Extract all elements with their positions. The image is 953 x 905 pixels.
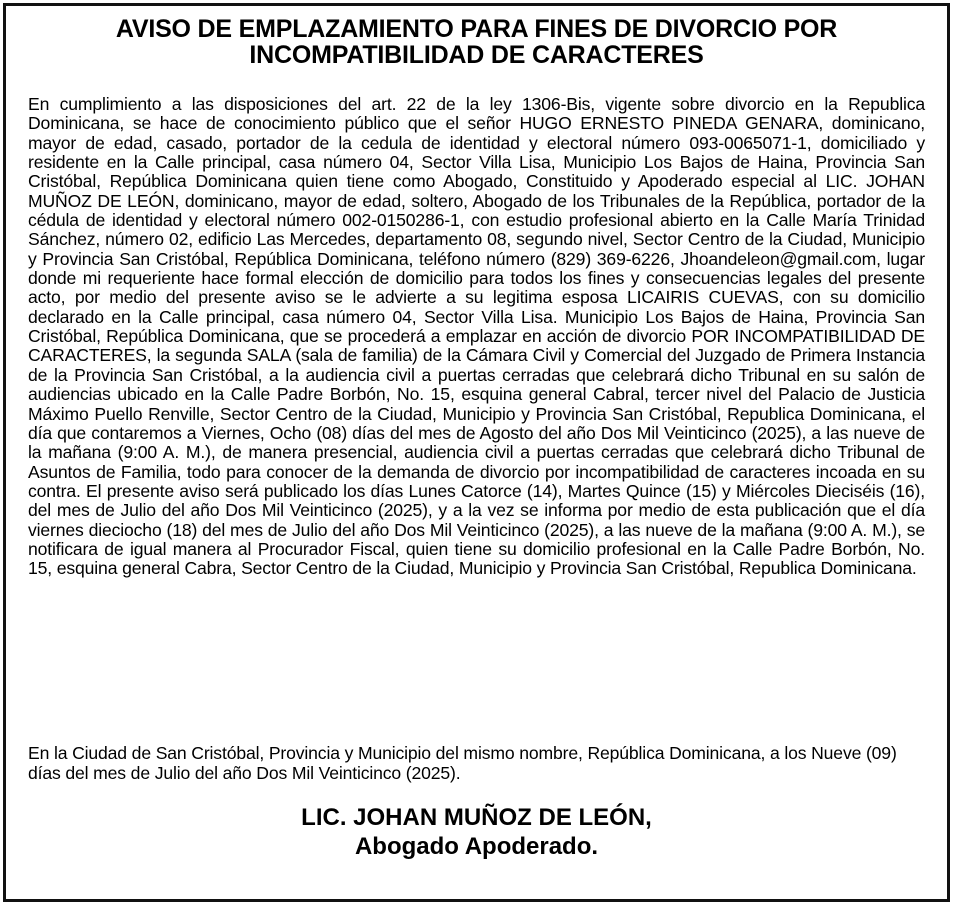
notice-closing: En la Ciudad de San Cristóbal, Provincia y Municipio del mismo nombre, República Dominicana, a los Nueve (09) días del mes de Julio del año Dos Mil Veinticinco (2025). [28,743,897,783]
notice-body: En cumplimiento a las disposiciones del art. 22 de la ley 1306-Bis, vigente sobre divorcio en la Republica Dominicana, se hace de conocimiento público que el señor HUGO ERNESTO PINEDA GENARA, dominicano, mayor de edad, casado, portador de la cedula de identidad y electoral número 093-0065071-1, domiciliado y residente en la Calle principal, casa número 04, Sector Villa Lisa, Municipio Los Bajos de Haina, Provincia San Cristóbal, República Dominicana quien tiene como Abogado, Constituido y Apoderado especial al LIC. JOHAN MUÑOZ DE LEÓN, dominicano, mayor de edad, soltero, Abogado de los Tribunales de la República, portador de la cédula de identidad y electoral número 002-0150286-1, con estudio profesional abierto en la Calle María Trinidad Sánchez, número 02, edificio Las Mercedes, departamento 08, segundo nivel, Sector Centro de la Ciudad, Municipio y Provincia San Cristóbal, República Dominicana, teléfono número (829) 369-6226, Jhoandeleon@gmail.com, lugar donde mi requeriente hace formal elección de domicilio para todos los fines y consecuencias legales del presente acto, por medio del presente aviso se le advierte a su legitima esposa LICAIRIS CUEVAS, con su domicilio declarado en la Calle principal, casa número 04, Sector Villa Lisa. Municipio Los Bajos de Haina, Provincia San Cristóbal, República Dominicana, que se procederá a emplazar en acción de divorcio POR INCOMPATIBILIDAD DE CARACTERES, la segunda SALA (sala de familia) de la Cámara Civil y Comercial del Juzgado de Primera Instancia de la Provincia San Cristóbal, a la audiencia civil a puertas cerradas que celebrará dicho Tribunal en su salón de audiencias ubicado en la Calle Padre Borbón, No. 15, esquina general Cabral, tercer nivel del Palacio de Justicia Máximo Puello Renville, Sector Centro de la Ciudad, Municipio y Provincia San Cristóbal, Republica Dominicana, el día que contaremos a Viernes, Ocho (08) días del mes de Agosto del año Dos Mil Veinticinco (2025), a las nueve de la mañana (9:00 A. M.), de manera presencial, audiencia civil a puertas cerradas que celebrará dicho Tribunal de Asuntos de Familia, todo para conocer de la demanda de divorcio por incompatibilidad de caracteres incoada en su contra. El presente aviso será publicado los días Lunes Catorce (14), Martes Quince (15) y Miércoles Dieciséis (16), del mes de Julio del año Dos Mil Veinticinco (2025), y a la vez se informa por medio de esta publicación que el día viernes dieciocho (18) del mes de Julio del año Dos Mil Veinticinco (2025), a las nueve de la mañana (9:00 A. M.), se notificara de igual manera al Procurador Fiscal, quien tiene su domicilio profesional en la Calle Padre Borbón, No. 15, esquina general Cabra, Sector Centro de la Ciudad, Municipio y Provincia San Cristóbal, Republica Dominicana. [28,94,925,579]
signature-block [28,803,925,861]
signature-role: Abogado Apoderado. [354,833,599,860]
signature-name: LIC. JOHAN MUÑOZ DE LEÓN, [301,804,652,831]
legal-notice [3,3,950,902]
notice-title: AVISO DE EMPLAZAMIENTO PARA FINES DE DIVORCIO POR INCOMPATIBILIDAD DE CARACTERES [115,15,838,69]
